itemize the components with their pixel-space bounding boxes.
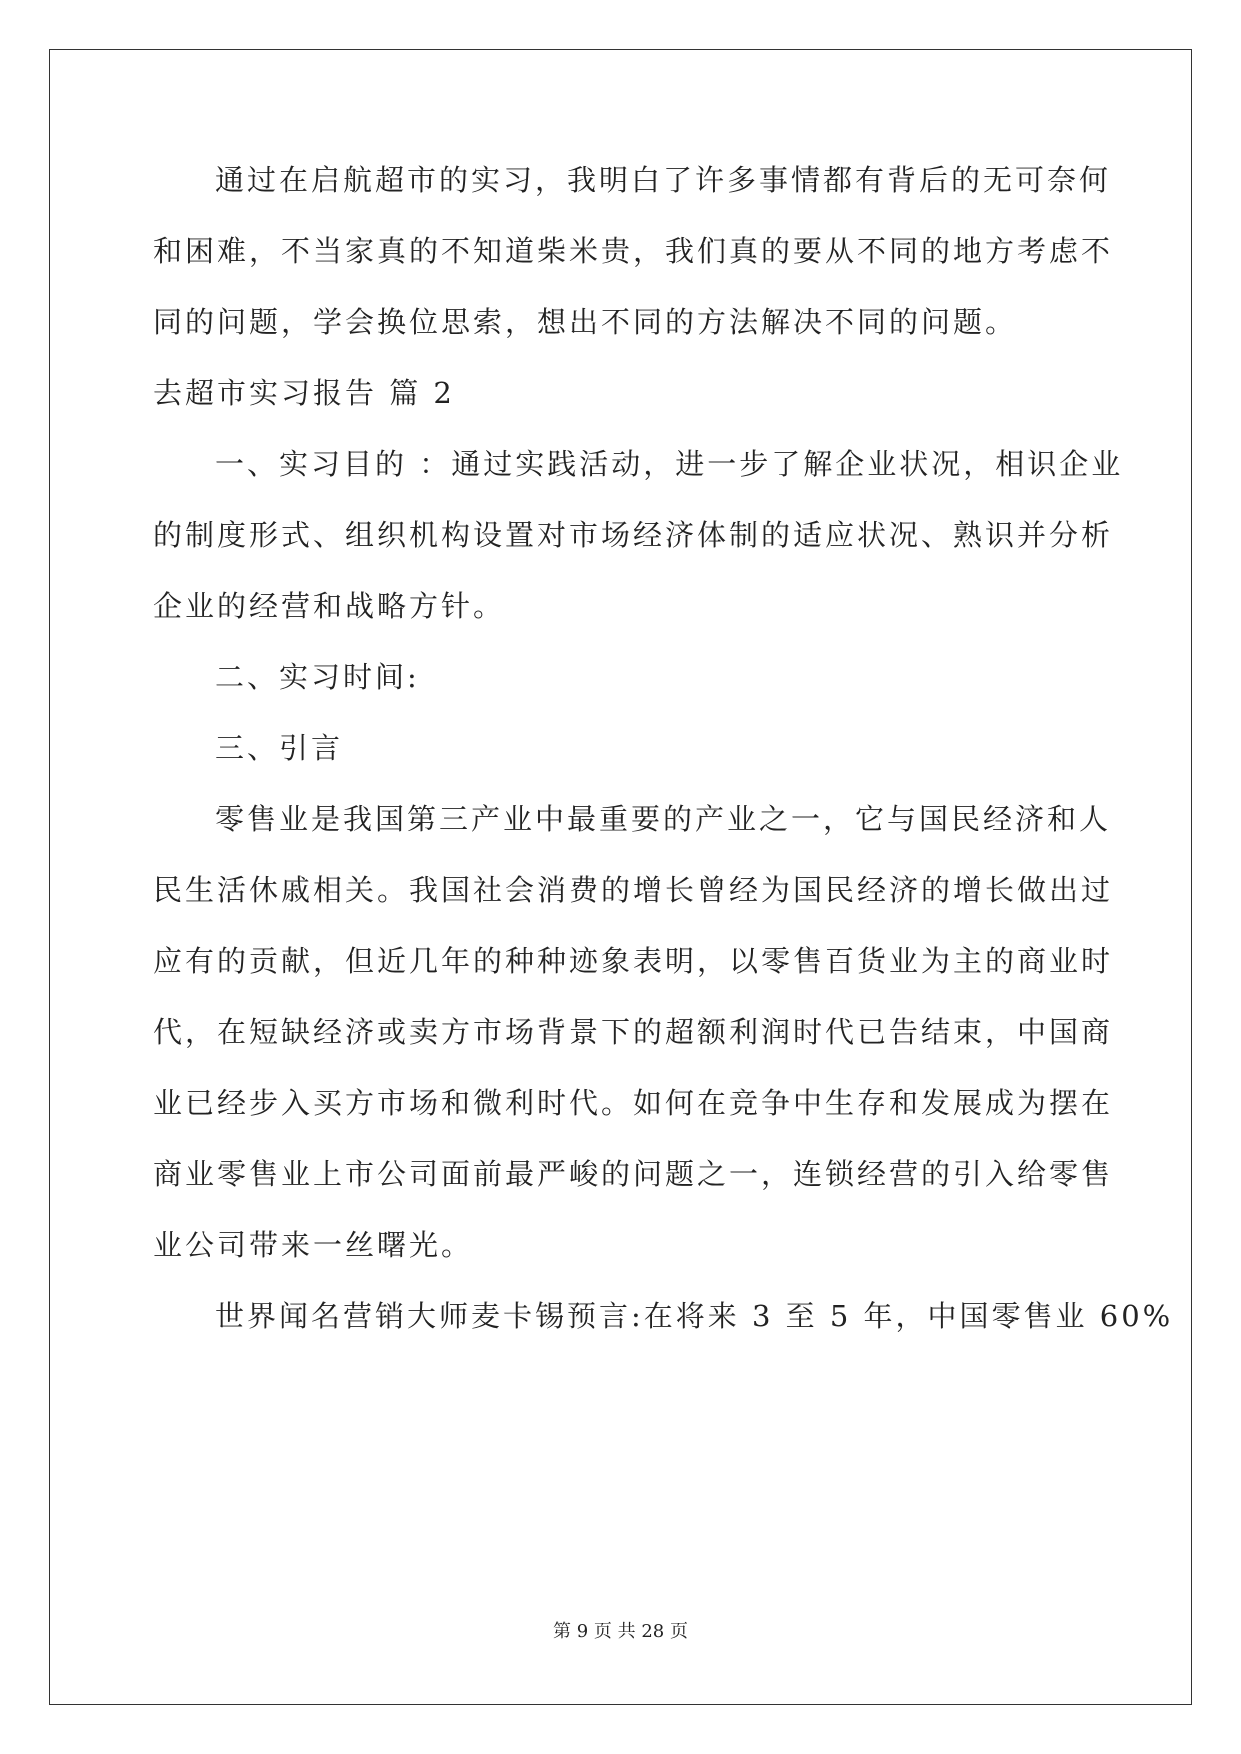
paragraph-line: 零售业是我国第三产业中最重要的产业之一，它与国民经济和人 xyxy=(215,802,1112,836)
paragraph-line: 业已经步入买方市场和微利时代。如何在竞争中生存和发展成为摆在 xyxy=(153,1086,1114,1120)
paragraph-line: 企业的经营和战略方针。 xyxy=(153,589,506,623)
paragraph-line: 应有的贡献，但近几年的种种迹象表明，以零售百货业为主的商业时 xyxy=(153,944,1114,978)
paragraph-line: 和困难，不当家真的不知道柴米贵，我们真的要从不同的地方考虑不 xyxy=(153,234,1114,268)
paragraph-line: 二、实习时间: xyxy=(215,660,420,694)
section-heading: 去超市实习报告 篇 2 xyxy=(153,376,455,410)
paragraph-line: 一、实习目的 ：通过实践活动，进一步了解企业状况，相识企业 xyxy=(215,447,1124,481)
paragraph-line: 商业零售业上市公司面前最严峻的问题之一，连锁经营的引入给零售 xyxy=(153,1157,1114,1191)
paragraph-line: 业公司带来一丝曙光。 xyxy=(153,1228,474,1262)
paragraph-line: 的制度形式、组织机构设置对市场经济体制的适应状况、熟识并分析 xyxy=(153,518,1114,552)
paragraph-line: 通过在启航超市的实习，我明白了许多事情都有背后的无可奈何 xyxy=(215,163,1112,197)
page-footer xyxy=(0,1620,1241,1644)
paragraph-line: 民生活休戚相关。我国社会消费的增长曾经为国民经济的增长做出过 xyxy=(153,873,1114,907)
paragraph-line: 代，在短缺经济或卖方市场背景下的超额利润时代已告结束，中国商 xyxy=(153,1015,1114,1049)
page-number: 第 9 页 共 28 页 xyxy=(553,1621,688,1642)
paragraph-line: 世界闻名营销大师麦卡锡预言:在将来 3 至 5 年，中国零售业 60% xyxy=(215,1299,1174,1333)
paragraph-line: 三、引言 xyxy=(215,731,344,765)
paragraph-line: 同的问题，学会换位思索，想出不同的方法解决不同的问题。 xyxy=(153,305,1018,339)
